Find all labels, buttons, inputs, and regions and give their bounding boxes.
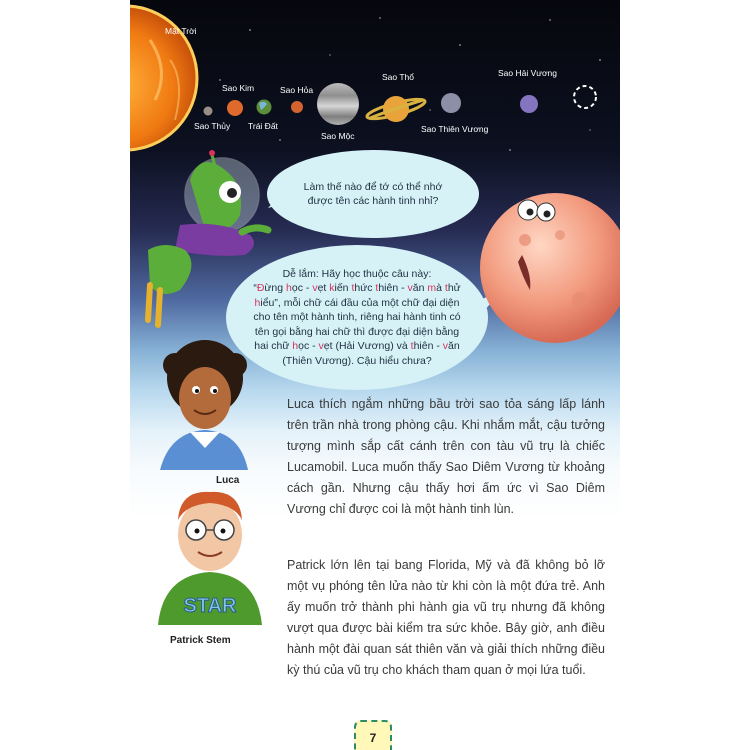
mnemonic-letter: v xyxy=(442,340,449,353)
mnemonic-word: ừng xyxy=(264,282,287,295)
mnemonic-word: ăn xyxy=(412,282,428,295)
label-earth: Trái Đất xyxy=(248,121,278,131)
mnemonic-letter: v xyxy=(312,282,318,295)
label-venus: Sao Kim xyxy=(222,83,255,93)
mnemonic-word: à xyxy=(436,282,445,295)
page-number: 7 xyxy=(369,731,377,745)
answer-explanation: (Thiên Vương). Cậu hiểu chưa? xyxy=(282,354,432,367)
answer-intro: Dễ lắm: Hãy học thuộc câu này: xyxy=(282,267,432,280)
neptune-planet xyxy=(520,95,538,113)
label-mercury: Sao Thủy xyxy=(194,121,231,131)
right-margin xyxy=(620,0,750,750)
luca-illustration xyxy=(160,340,248,470)
venus-planet xyxy=(227,100,243,116)
mnemonic-word: iến xyxy=(334,282,352,295)
label-jupiter: Sao Mộc xyxy=(321,131,355,141)
mnemonic-letter: k xyxy=(329,282,335,295)
label-sun: Mặt Trời xyxy=(165,26,197,36)
mnemonic-word: hức xyxy=(354,282,376,295)
mnemonic-word: hiên - xyxy=(378,282,408,295)
mars-character-illustration xyxy=(480,193,620,343)
saturn-planet xyxy=(365,95,426,122)
mars-speech-bubble xyxy=(226,245,488,390)
label-uranus: Sao Thiên Vương xyxy=(421,124,489,134)
jupiter-planet xyxy=(317,83,359,125)
pluto-placeholder xyxy=(574,86,596,108)
mars-planet xyxy=(291,101,303,113)
alien-question-text: Làm thế nào để tớ có thể nhớ được tên các hành tinh nhỉ? xyxy=(303,181,443,207)
book-page xyxy=(130,0,620,750)
label-saturn: Sao Thổ xyxy=(382,72,414,82)
patrick-name-label: Patrick Stem xyxy=(170,635,231,646)
shirt-text: STAR xyxy=(183,595,237,617)
mnemonic-word: hiên - xyxy=(413,340,443,353)
page-number-badge xyxy=(354,720,392,750)
mars-answer-text: Dễ lắm: Hãy học thuộc câu này: “Đừng học - vẹt kiến thức thiên - văn mà thử hiểu”, mỗi chữ cái đầu của một chữ đại diện cho tên một hành tinh, riêng hai hành tinh có tên gọi bằng hai chữ thì được đại diện bằng hai chữ học - vẹt (Hải Vương) và thiên - văn (Thiên Vương). Cậu hiểu chưa? xyxy=(253,267,461,367)
patrick-paragraph: Patrick lớn lên tại bang Florida, Mỹ và đã không bỏ lỡ một vụ phóng tên lửa nào từ khi còn là một đứa trẻ. Anh ấy muốn trở thành phi hành gia vũ trụ nhưng đã không vượt qua được bài kiểm tra sức khỏe. Bây giờ, anh điều hành một đài quan sát thiên văn và giải thích những điều kỳ thú của vũ trụ cho khách tham quan ở mọi lứa tuổi. xyxy=(287,558,605,677)
mnemonic-letter: h xyxy=(254,296,261,309)
mercury-planet xyxy=(204,107,213,116)
mnemonic-word: ẹt xyxy=(323,340,333,353)
mnemonic-word: ọc - xyxy=(298,340,319,353)
mnemonic-letter: t xyxy=(410,340,414,353)
mnemonic-letter: v xyxy=(407,282,413,295)
mnemonic-letter: Đ xyxy=(256,282,265,295)
mnemonic-letter: t xyxy=(351,282,355,295)
mnemonic-word: ăn xyxy=(448,340,460,353)
mnemonic-letter: m xyxy=(427,282,437,295)
answer-explanation: (Hải Vương) và xyxy=(332,340,411,353)
mnemonic-letter: h xyxy=(286,282,292,295)
luca-name-label: Luca xyxy=(216,475,240,486)
alien-speech-bubble xyxy=(267,150,479,238)
label-neptune: Sao Hải Vương xyxy=(498,68,557,78)
label-mars: Sao Hỏa xyxy=(280,85,314,95)
patrick-illustration xyxy=(158,492,262,625)
mnemonic-letter: t xyxy=(375,282,379,295)
mnemonic-word: iểu xyxy=(260,296,275,309)
uranus-planet xyxy=(441,93,461,113)
mnemonic-letter: v xyxy=(318,340,324,353)
mnemonic-letter: t xyxy=(444,282,448,295)
mnemonic-word: ẹt xyxy=(317,282,330,295)
answer-explanation: ”, mỗi chữ cái đầu của một chữ đại diện cho tên một hành tinh, riêng hai hành tinh có tên gọi bằng hai chữ thì được đại diện bằng hai chữ xyxy=(253,296,461,353)
mnemonic-word: hử xyxy=(447,282,461,295)
mnemonic-letter: h xyxy=(292,340,299,353)
mnemonic-word: ọc - xyxy=(291,282,313,295)
luca-paragraph: Luca thích ngắm những bầu trời sao tỏa sáng lấp lánh trên trần nhà trong phòng cậu. Khi nhắm mắt, cậu tưởng tượng mình sắp cất cánh trên con tàu vũ trụ là chiếc Lucamobil. Luca muốn thấy Sao Diêm Vương từ khoảng cách gần. Nhưng cậu thấy hơi ấm ức vì Sao Diêm Vương chỉ được coi là một hành tinh lùn. xyxy=(287,397,605,516)
